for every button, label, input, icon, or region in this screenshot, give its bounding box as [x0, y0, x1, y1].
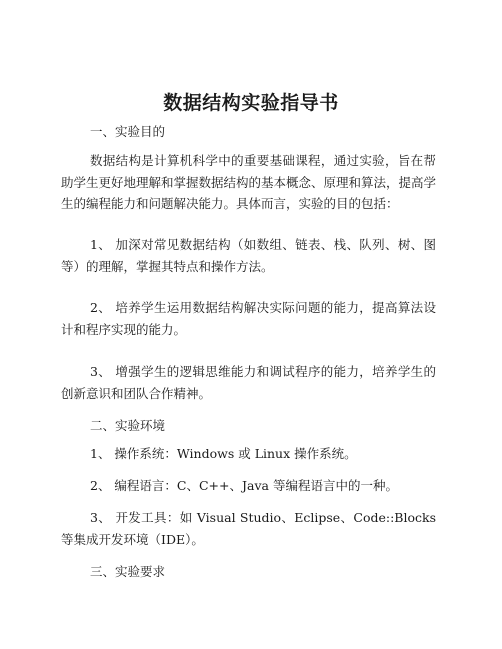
paragraph-purpose-3: 3、 增强学生的逻辑思维能力和调试程序的能力，培养学生的创新意识和团队合作精神。 — [61, 364, 436, 401]
document-title: 数据结构实验指导书 — [163, 92, 339, 114]
paragraph-purpose-1: 1、 加深对常见数据结构（如数组、链表、栈、队列、树、图等）的理解，掌握其特点和操作方法。 — [61, 237, 436, 274]
paragraph-purpose-2: 2、 培养学生运用数据结构解决实际问题的能力，提高算法设计和程序实现的能力。 — [61, 300, 436, 337]
section-heading-environment: 二、实验环境 — [90, 418, 166, 433]
paragraph-env-1: 1、 操作系统：Windows 或 Linux 操作系统。 — [90, 446, 357, 461]
section-heading-requirements: 三、实验要求 — [90, 564, 166, 579]
paragraph-env-2: 2、 编程语言：C、C++、Java 等编程语言中的一种。 — [90, 478, 398, 493]
paragraph-intro: 数据结构是计算机科学中的重要基础课程，通过实验，旨在帮助学生更好地理解和掌握数据结构的基本概念、原理和算法，提高学生的编程能力和问题解决能力。具体而言，实验的目的包括： — [61, 153, 437, 211]
paragraph-env-3: 3、 开发工具：如 Visual Studio、Eclipse、Code::Blocks 等集成开发环境（IDE）。 — [61, 510, 436, 547]
section-heading-purpose: 一、实验目的 — [90, 124, 166, 139]
